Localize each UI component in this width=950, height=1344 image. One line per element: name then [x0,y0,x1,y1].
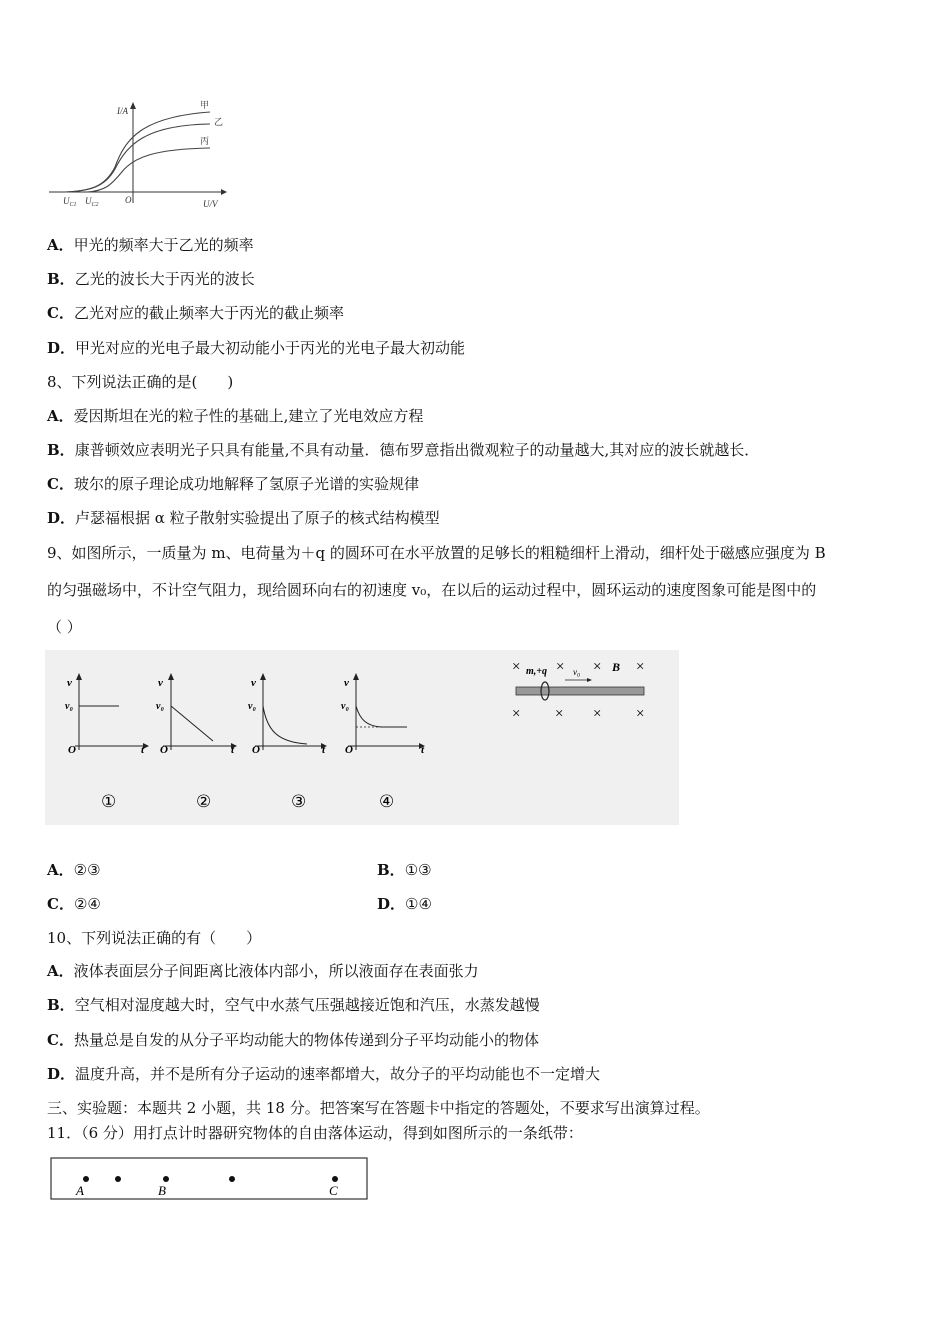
q7-option-b: B．乙光的波长大于丙光的波长 [47,270,255,288]
panel-3-v-label: v [251,677,256,689]
tape-dot-c [332,1176,338,1182]
y-axis-arrow-icon [130,102,136,109]
curve-label-bing: 丙 [200,136,210,146]
q9-option-a: A．②③ [47,861,101,879]
rod [516,687,644,695]
q8-stem: 8、下列说法正确的是( ) [47,373,234,391]
q8-option-a: A．爱因斯坦在光的粒子性的基础上,建立了光电效应方程 [47,407,424,425]
q9-stem-line2: 的匀强磁场中，不计空气阻力，现给圆环向右的初速度 v₀，在以后的运动过程中，圆环运动的速度图象可能是图中的 [47,581,817,599]
q8-option-b: B．康普顿效应表明光子只具有能量,不具有动量．德布罗意指出微观粒子的动量越大,其对应的波长就越长． [47,441,760,459]
q9-option-c: C．②④ [47,895,101,913]
q10-option-d: D．温度升高，并不是所有分子运动的速率都增大，故分子的平均动能也不一定增大 [47,1065,601,1083]
panel-3-origin: O [252,744,260,756]
panel-label-2: ② [196,792,212,811]
cross-icon: × [636,659,645,675]
panel-4-origin: O [345,744,353,756]
panel-2-v0-label: v₀ [156,701,164,712]
iv-graph [45,95,235,215]
q9-option-d: D．①④ [377,895,432,913]
cross-icon: × [512,706,521,722]
paper-tape [50,1157,370,1203]
panel-label-4: ④ [379,792,395,811]
cross-icon: × [556,659,565,675]
panel-4-t-label: t [421,744,425,756]
cross-icon: × [593,659,602,675]
tape-dot-b [163,1176,169,1182]
panel-1-origin: O [68,744,76,756]
q7-option-a: A．甲光的频率大于乙光的频率 [47,236,254,254]
panel-3-v0-label: v₀ [248,701,256,712]
panel-3-t-label: t [322,744,326,756]
panel-2-origin: O [160,744,168,756]
q8-option-c: C．玻尔的原子理论成功地解释了氢原子光谱的实验规律 [47,475,419,493]
tape-label-b: B [158,1183,166,1198]
panel-1-t-label: t [141,744,145,756]
curve-label-jia: 甲 [200,100,210,110]
curve-yi [65,124,210,192]
uc2-label: $U_{C2}$ [85,196,99,208]
ring-label: m,+q [526,666,547,677]
q9-option-b: B．①③ [377,861,432,879]
panel-2-t-label: t [231,744,235,756]
q7-option-c: C．乙光对应的截止频率大于丙光的截止频率 [47,304,344,322]
q10-option-c: C．热量总是自发的从分子平均动能大的物体传递到分子平均动能小的物体 [47,1031,539,1049]
panel-1-v0-label: v₀ [65,701,73,712]
panel-4-v-label: v [344,677,349,689]
tape-label-c: C [329,1183,338,1198]
section-3-heading: 三、实验题：本题共 2 小题，共 18 分。把答案写在答题卡中指定的答题处，不要求写出演算过程。 [47,1099,710,1117]
uc1-label: $U_{C1}$ [63,196,77,208]
cross-icon: × [636,706,645,722]
q10-option-b: B．空气相对湿度越大时，空气中水蒸气压强越接近饱和汽压，水蒸发越慢 [47,996,540,1014]
q10-stem: 10、下列说法正确的有（ ） [47,929,262,947]
tape-label-a: A [76,1183,84,1198]
cross-icon: × [512,659,521,675]
origin-label: O [125,195,132,205]
q9-figure [45,650,679,825]
field-label: B [612,660,621,674]
panel-2-v-label: v [158,677,163,689]
curve-label-yi: 乙 [214,117,224,127]
tape-dot-a [83,1176,89,1182]
y-axis-label: I/A [117,106,128,116]
q9-figure-background [45,650,679,825]
x-axis-arrow-icon [221,189,227,195]
cross-icon: × [555,706,564,722]
q9-stem-line1: 9、如图所示，一质量为 m、电荷量为＋q 的圆环可在水平放置的足够长的粗糙细杆上滑动，细杆处于磁感应强度为 B [47,544,826,562]
tape-dot [229,1176,235,1182]
tape-outline [51,1158,367,1199]
x-axis-label: U/V [203,199,218,209]
q9-stem-line3: （ ） [47,618,82,636]
curve-bing [87,148,210,192]
velocity-label: v₀ [573,667,581,677]
q10-option-a: A．液体表面层分子间距离比液体内部小，所以液面存在表面张力 [47,962,479,980]
panel-4-v0-label: v₀ [341,701,349,712]
q11-stem: 11．（6 分）用打点计时器研究物体的自由落体运动，得到如图所示的一条纸带： [47,1124,583,1142]
cross-icon: × [593,706,602,722]
panel-label-1: ① [101,792,117,811]
tape-dot [115,1176,121,1182]
panel-label-3: ③ [291,792,307,811]
curve-jia [65,112,210,192]
q7-option-d: D．甲光对应的光电子最大初动能小于丙光的光电子最大初动能 [47,339,466,357]
panel-1-v-label: v [67,677,72,689]
q8-option-d: D．卢瑟福根据 α 粒子散射实验提出了原子的核式结构模型 [47,509,440,527]
